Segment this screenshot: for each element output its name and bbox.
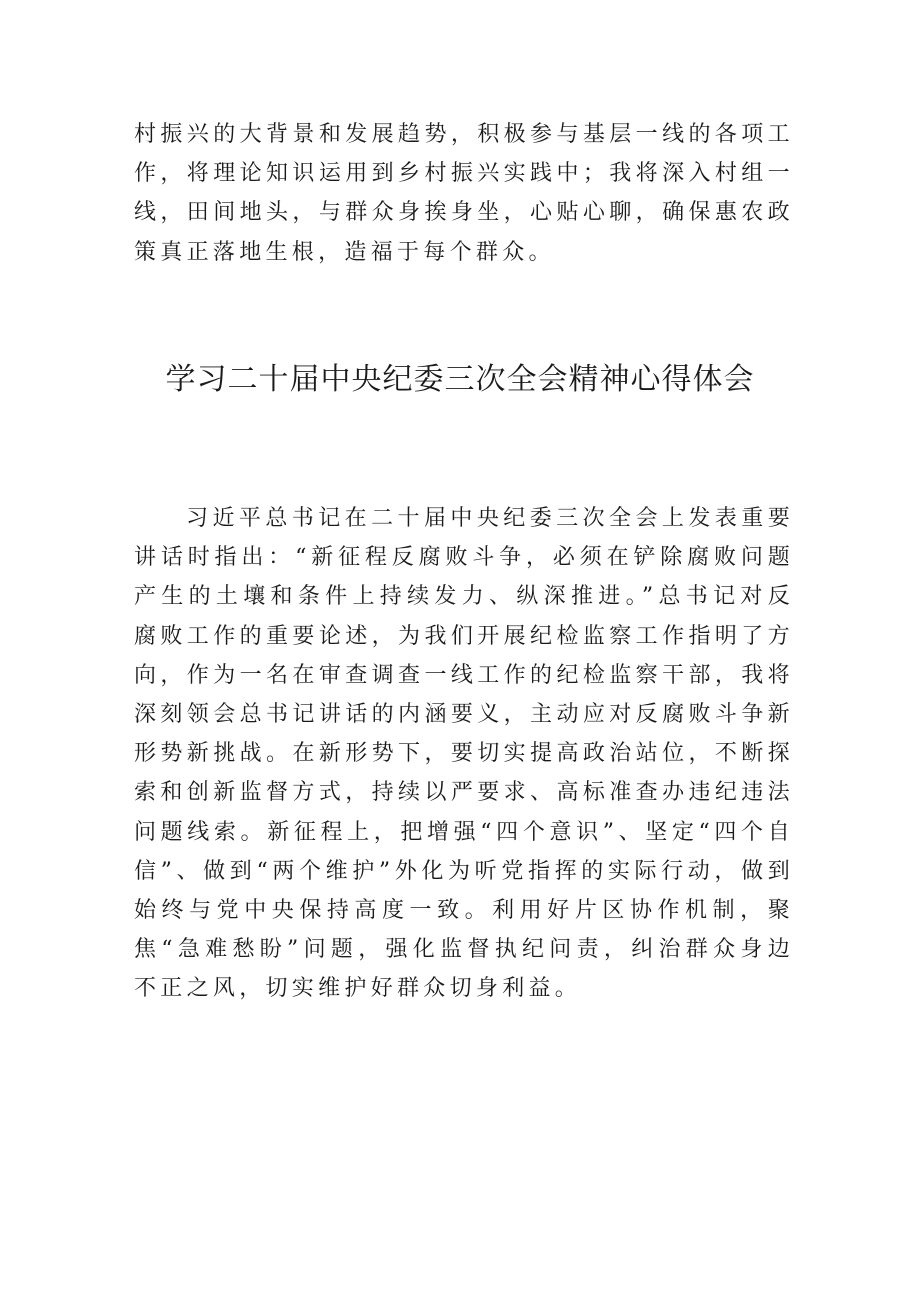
section-title: 学习二十届中央纪委三次全会精神心得体会 (165, 362, 755, 397)
body-paragraph: 习近平总书记在二十届中央纪委三次全会上发表重要讲话时指出：“新征程反腐败斗争，必须在铲除腐败问题产生的土壤和条件上持续发力、纵深推进。”总书记对反腐败工作的重要论述，为我们开展纪检监察工作指明了方向，作为一名在审查调查一线工作的纪检监察干部，我将深刻领会总书记讲话的内涵要义，主动应对反腐败斗争新形势新挑战。在新形势下，要切实提高政治站位，不断探索和创新监督方式，持续以严要求、高标准查办违纪违法问题线索。新征程上，把增强“四个意识”、坚定“四个自信”、做到“两个维护”外化为听党指挥的实际行动，做到始终与党中央保持高度一致。利用好片区协作机制，聚焦“急难愁盼”问题，强化监督执纪问责，纠治群众身边不正之风，切实维护好群众切身利益。 (134, 506, 794, 1002)
intro-paragraph: 村振兴的大背景和发展趋势，积极参与基层一线的各项工作，将理论知识运用到乡村振兴实践中；我将深入村组一线，田间地头，与群众身挨身坐，心贴心聊，确保惠农政策真正落地生根，造福于每个群众。 (134, 122, 794, 265)
